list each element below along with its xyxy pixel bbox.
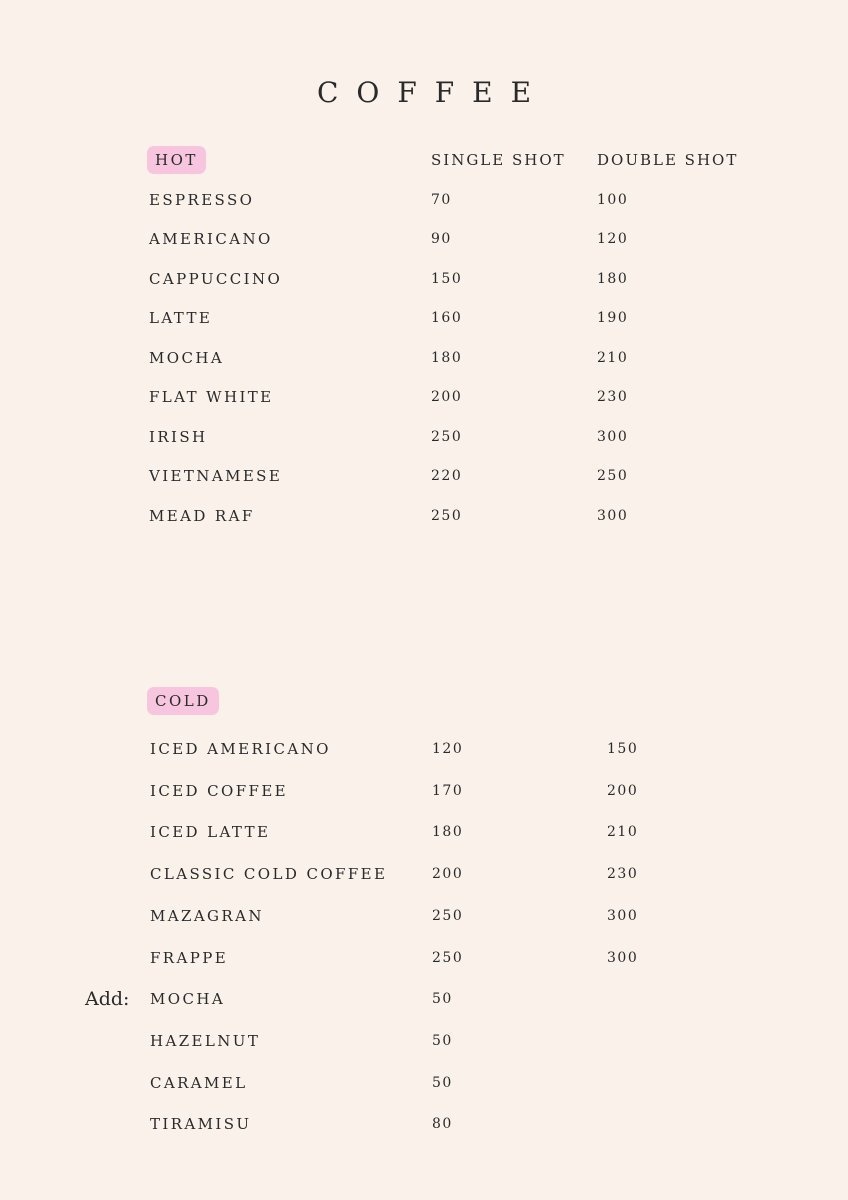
double-price: 210 [607,824,639,840]
addon-name: MOCHA [150,990,226,1008]
single-price: 70 [431,192,452,208]
single-price: 250 [431,508,463,524]
single-price: 90 [431,231,452,247]
single-price: 250 [432,950,464,966]
menu-item-row [0,386,848,408]
menu-item-row [0,307,848,329]
double-price: 150 [607,741,639,757]
hot-badge: HOT [147,146,206,174]
menu-item-row [0,947,848,969]
double-shot-header: DOUBLE SHOT [597,151,739,169]
menu-item-row [0,780,848,802]
addon-price: 50 [432,1075,453,1091]
item-name: ESPRESSO [149,191,255,209]
menu-item-row [0,465,848,487]
single-price: 220 [431,468,463,484]
addon-row [0,1072,848,1094]
menu-item-row [0,905,848,927]
single-price: 200 [431,389,463,405]
double-price: 230 [597,389,629,405]
menu-item-row [0,821,848,843]
single-price: 150 [431,271,463,287]
double-price: 300 [607,908,639,924]
item-name: ICED COFFEE [150,782,289,800]
double-price: 210 [597,350,629,366]
addons-label: Add: [85,988,130,1010]
double-price: 250 [597,468,629,484]
double-price: 230 [607,866,639,882]
item-name: MOCHA [149,349,225,367]
item-name: CAPPUCCINO [149,270,283,288]
item-name: FRAPPE [150,949,229,967]
single-price: 180 [432,824,464,840]
double-price: 120 [597,231,629,247]
item-name: MEAD RAF [149,507,255,525]
addon-name: CARAMEL [150,1074,248,1092]
addon-price: 80 [432,1116,453,1132]
double-price: 100 [597,192,629,208]
single-shot-header: SINGLE SHOT [431,151,566,169]
item-name: CLASSIC COLD COFFEE [150,865,388,883]
addon-row [0,1030,848,1052]
item-name: IRISH [149,428,208,446]
single-price: 160 [431,310,463,326]
cold-badge: COLD [147,687,219,715]
menu-item-row [0,228,848,250]
item-name: VIETNAMESE [149,467,283,485]
menu-item-row [0,268,848,290]
item-name: ICED LATTE [150,823,271,841]
menu-title: COFFEE [316,76,550,109]
single-price: 250 [431,429,463,445]
double-price: 180 [597,271,629,287]
item-name: ICED AMERICANO [150,740,331,758]
item-name: LATTE [149,309,213,327]
menu-item-row [0,189,848,211]
addon-name: TIRAMISU [150,1115,252,1133]
single-price: 200 [432,866,464,882]
addon-row [0,1113,848,1135]
menu-item-row [0,347,848,369]
single-price: 120 [432,741,464,757]
double-price: 300 [607,950,639,966]
menu-item-row [0,426,848,448]
double-price: 190 [597,310,629,326]
double-price: 300 [597,429,629,445]
item-name: AMERICANO [149,230,273,248]
single-price: 170 [432,783,464,799]
menu-item-row [0,505,848,527]
addon-price: 50 [432,991,453,1007]
item-name: FLAT WHITE [149,388,274,406]
addon-name: HAZELNUT [150,1032,261,1050]
menu-item-row [0,863,848,885]
double-price: 200 [607,783,639,799]
single-price: 180 [431,350,463,366]
double-price: 300 [597,508,629,524]
addon-price: 50 [432,1033,453,1049]
addon-row [0,988,848,1010]
menu-item-row [0,738,848,760]
item-name: MAZAGRAN [150,907,264,925]
single-price: 250 [432,908,464,924]
